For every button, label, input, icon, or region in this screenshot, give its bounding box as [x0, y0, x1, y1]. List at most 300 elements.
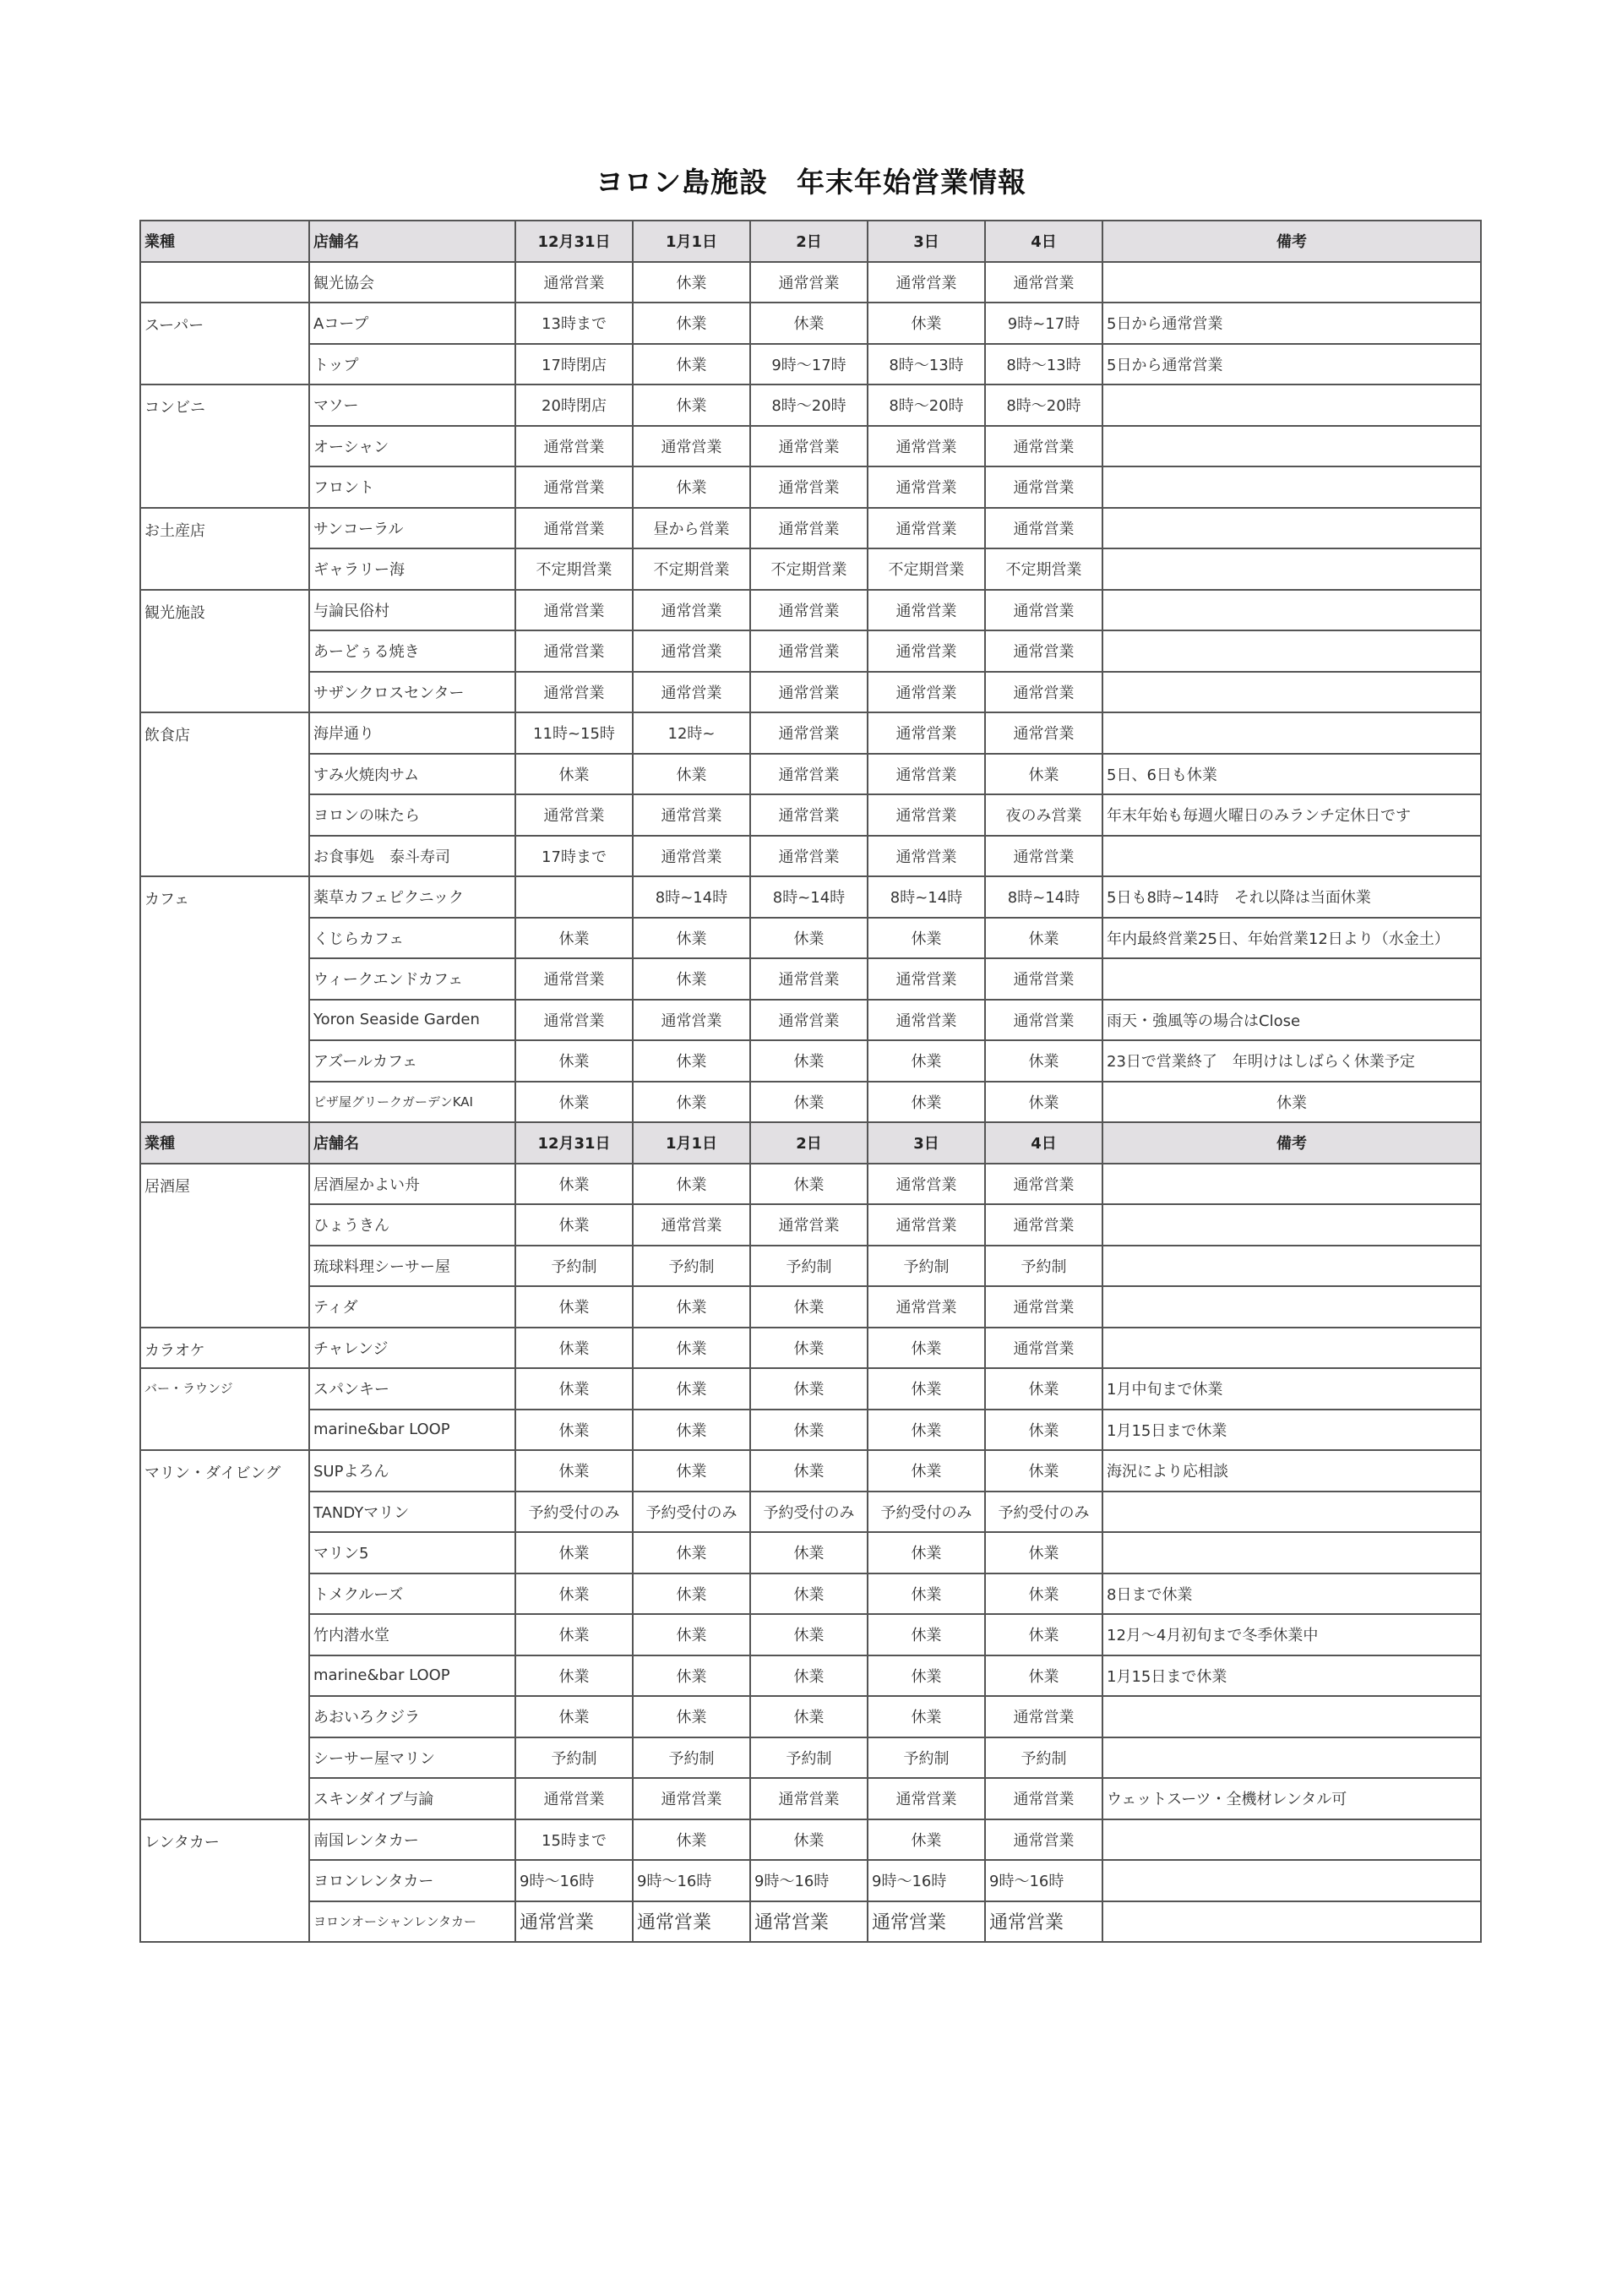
table-row: [140, 1901, 1481, 1943]
table-row: [140, 1696, 1481, 1737]
store-name: ヨロンレンタカー: [309, 1860, 515, 1901]
day-status: 予約受付のみ: [985, 1492, 1102, 1533]
day-status: 9時～16時: [750, 1860, 868, 1901]
note-cell: [1102, 466, 1481, 508]
day-status: 予約制: [633, 1737, 750, 1779]
table-row: [140, 918, 1481, 959]
day-status: 休業: [633, 918, 750, 959]
day-status: 休業: [633, 384, 750, 426]
table-row: [140, 1492, 1481, 1533]
day-status: 休業: [985, 1655, 1102, 1697]
note-cell: [1102, 712, 1481, 754]
store-name: フロント: [309, 466, 515, 508]
day-status: 15時まで: [515, 1819, 633, 1861]
table-row: [140, 958, 1481, 1000]
day-status: 通常営業: [985, 1696, 1102, 1737]
day-status: 休業: [750, 1819, 868, 1861]
store-name: チャレンジ: [309, 1328, 515, 1369]
store-name: 海岸通り: [309, 712, 515, 754]
note-cell: 5日も8時~14時 それ以降は当面休業: [1102, 876, 1481, 918]
store-name: ヨロンの味たら: [309, 794, 515, 836]
store-name: ピザ屋グリークガーデンKAI: [309, 1082, 515, 1123]
store-name: お食事処 泰斗寿司: [309, 836, 515, 877]
category-cell: カフェ: [140, 876, 309, 1122]
day-status: 通常営業: [515, 958, 633, 1000]
note-cell: [1102, 1328, 1481, 1369]
table-row: [140, 876, 1481, 918]
day-status: 休業: [868, 1040, 985, 1082]
store-name: ウィークエンドカフェ: [309, 958, 515, 1000]
table-row: [140, 1410, 1481, 1451]
day-status: 休業: [515, 1204, 633, 1246]
store-name: ティダ: [309, 1286, 515, 1328]
header-jan3: 3日: [868, 221, 985, 262]
day-status: 通常営業: [985, 1204, 1102, 1246]
day-status: 休業: [868, 1082, 985, 1123]
header-jan3: 3日: [868, 1122, 985, 1164]
note-cell: 1月中旬まで休業: [1102, 1368, 1481, 1410]
day-status: 休業: [750, 1040, 868, 1082]
day-status: 休業: [750, 1164, 868, 1205]
day-status: 休業: [515, 1328, 633, 1369]
header-jan4: 4日: [985, 221, 1102, 262]
day-status: 休業: [515, 1450, 633, 1492]
note-cell: 海況により応相談: [1102, 1450, 1481, 1492]
store-name: マリン5: [309, 1532, 515, 1573]
day-status: 休業: [868, 1368, 985, 1410]
day-status: 通常営業: [750, 590, 868, 631]
day-status: 予約制: [515, 1737, 633, 1779]
day-status: 通常営業: [868, 590, 985, 631]
day-status: 休業: [633, 1082, 750, 1123]
note-cell: [1102, 508, 1481, 549]
day-status: 8時～20時: [868, 384, 985, 426]
day-status: 予約制: [868, 1737, 985, 1779]
category-cell: スーパー: [140, 303, 309, 384]
day-status: 休業: [985, 754, 1102, 795]
day-status: 通常営業: [750, 262, 868, 303]
day-status: 通常営業: [515, 466, 633, 508]
day-status: 通常営業: [985, 590, 1102, 631]
day-status: 休業: [633, 1164, 750, 1205]
store-name: 観光協会: [309, 262, 515, 303]
table-row: [140, 1164, 1481, 1205]
table-row: [140, 1246, 1481, 1287]
day-status: 通常営業: [633, 1204, 750, 1246]
day-status: 不定期営業: [985, 548, 1102, 590]
day-status: 通常営業: [515, 262, 633, 303]
day-status: 通常営業: [985, 1286, 1102, 1328]
day-status: 通常営業: [985, 958, 1102, 1000]
note-cell: [1102, 1819, 1481, 1861]
table-row: [140, 1204, 1481, 1246]
store-name: スキンダイブ与論: [309, 1778, 515, 1819]
day-status: 通常営業: [633, 1778, 750, 1819]
day-status: 通常営業: [633, 836, 750, 877]
header-jan2: 2日: [750, 1122, 868, 1164]
day-status: 通常営業: [985, 836, 1102, 877]
store-name: Yoron Seaside Garden: [309, 1000, 515, 1041]
note-cell: [1102, 1204, 1481, 1246]
header-jan1: 1月1日: [633, 1122, 750, 1164]
category-cell: [140, 262, 309, 303]
note-cell: [1102, 426, 1481, 467]
day-status: 通常営業: [750, 1204, 868, 1246]
day-status: 通常営業: [515, 508, 633, 549]
category-cell: 飲食店: [140, 712, 309, 876]
day-status: 通常営業: [868, 466, 985, 508]
day-status: 休業: [750, 1082, 868, 1123]
day-status: 通常営業: [750, 1901, 868, 1943]
day-status: 休業: [868, 918, 985, 959]
header-jan1: 1月1日: [633, 221, 750, 262]
day-status: 休業: [633, 303, 750, 344]
note-cell: [1102, 1286, 1481, 1328]
day-status: 予約制: [985, 1246, 1102, 1287]
header-store: 店舗名: [309, 221, 515, 262]
day-status: 休業: [633, 1819, 750, 1861]
day-status: 休業: [868, 1532, 985, 1573]
store-name: 与論民俗村: [309, 590, 515, 631]
store-name: ヨロンオーシャンレンタカー: [309, 1901, 515, 1943]
table-row: [140, 1368, 1481, 1410]
category-cell: お土産店: [140, 508, 309, 590]
store-name: TANDYマリン: [309, 1492, 515, 1533]
day-status: 不定期営業: [868, 548, 985, 590]
day-status: 休業: [868, 1819, 985, 1861]
day-status: 休業: [633, 1410, 750, 1451]
schedule-body: [140, 221, 1481, 1942]
category-cell: レンタカー: [140, 1819, 309, 1943]
table-row: [140, 1819, 1481, 1861]
day-status: 休業: [985, 1532, 1102, 1573]
category-cell: コンビニ: [140, 384, 309, 508]
day-status: 9時～16時: [515, 1860, 633, 1901]
store-name: 竹内潜水堂: [309, 1614, 515, 1655]
day-status: 17時まで: [515, 836, 633, 877]
day-status: 通常営業: [868, 958, 985, 1000]
day-status: 通常営業: [633, 672, 750, 713]
day-status: 12時~: [633, 712, 750, 754]
day-status: 予約制: [750, 1737, 868, 1779]
day-status: 8時～13時: [868, 344, 985, 385]
day-status: 通常営業: [750, 508, 868, 549]
day-status: 通常営業: [633, 1901, 750, 1943]
note-cell: [1102, 262, 1481, 303]
day-status: 夜のみ営業: [985, 794, 1102, 836]
note-cell: [1102, 1532, 1481, 1573]
table-row: [140, 836, 1481, 877]
day-status: 通常営業: [868, 794, 985, 836]
day-status: 休業: [985, 1082, 1102, 1123]
day-status: 休業: [633, 1328, 750, 1369]
table-row: [140, 508, 1481, 549]
day-status: 休業: [750, 1328, 868, 1369]
note-cell: [1102, 590, 1481, 631]
day-status: 通常営業: [985, 1901, 1102, 1943]
day-status: 通常営業: [750, 1778, 868, 1819]
header-jan2: 2日: [750, 221, 868, 262]
day-status: 予約制: [985, 1737, 1102, 1779]
day-status: 通常営業: [868, 754, 985, 795]
store-name: あおいろクジラ: [309, 1696, 515, 1737]
table-row: [140, 1737, 1481, 1779]
day-status: 通常営業: [750, 466, 868, 508]
day-status: 休業: [750, 1696, 868, 1737]
day-status: 休業: [750, 1368, 868, 1410]
note-cell: 年末年始も毎週火曜日のみランチ定休日です: [1102, 794, 1481, 836]
table-row: [140, 1450, 1481, 1492]
day-status: 8時~14時: [633, 876, 750, 918]
day-status: 通常営業: [633, 426, 750, 467]
day-status: 休業: [985, 1368, 1102, 1410]
day-status: 通常営業: [868, 1778, 985, 1819]
day-status: 休業: [750, 918, 868, 959]
note-cell: [1102, 1901, 1481, 1943]
day-status: 休業: [515, 754, 633, 795]
day-status: 不定期営業: [633, 548, 750, 590]
day-status: 13時まで: [515, 303, 633, 344]
table-row: [140, 384, 1481, 426]
day-status: 9時~17時: [985, 303, 1102, 344]
header-jan4: 4日: [985, 1122, 1102, 1164]
day-status: 休業: [515, 1368, 633, 1410]
table-row: [140, 426, 1481, 467]
day-status: 休業: [515, 1532, 633, 1573]
day-status: 休業: [633, 1040, 750, 1082]
day-status: 通常営業: [985, 466, 1102, 508]
header-store: 店舗名: [309, 1122, 515, 1164]
day-status: 8時~14時: [985, 876, 1102, 918]
day-status: 8時～20時: [750, 384, 868, 426]
day-status: 休業: [633, 754, 750, 795]
day-status: 9時～17時: [750, 344, 868, 385]
note-cell: 1月15日まで休業: [1102, 1410, 1481, 1451]
table-row: [140, 1082, 1481, 1123]
header-dec31: 12月31日: [515, 221, 633, 262]
day-status: 休業: [985, 1614, 1102, 1655]
table-row: [140, 1614, 1481, 1655]
store-name: くじらカフェ: [309, 918, 515, 959]
day-status: 通常営業: [868, 1286, 985, 1328]
day-status: 予約受付のみ: [633, 1492, 750, 1533]
day-status: 休業: [750, 1410, 868, 1451]
table-row: [140, 1573, 1481, 1615]
note-cell: [1102, 1164, 1481, 1205]
day-status: 通常営業: [985, 1819, 1102, 1861]
table-row: [140, 1655, 1481, 1697]
day-status: 休業: [868, 1614, 985, 1655]
day-status: 通常営業: [868, 1000, 985, 1041]
note-cell: 5日から通常営業: [1102, 303, 1481, 344]
header-dec31: 12月31日: [515, 1122, 633, 1164]
day-status: 休業: [515, 918, 633, 959]
day-status: 通常営業: [985, 1000, 1102, 1041]
day-status: 休業: [633, 958, 750, 1000]
day-status: 通常営業: [985, 1778, 1102, 1819]
day-status: 通常営業: [985, 672, 1102, 713]
day-status: 予約制: [750, 1246, 868, 1287]
day-status: 不定期営業: [750, 548, 868, 590]
day-status: 通常営業: [750, 630, 868, 672]
day-status: 予約受付のみ: [868, 1492, 985, 1533]
header-notes: 備考: [1102, 221, 1481, 262]
day-status: 通常営業: [868, 1164, 985, 1205]
day-status: 通常営業: [750, 672, 868, 713]
day-status: 休業: [750, 1532, 868, 1573]
day-status: 8時～20時: [985, 384, 1102, 426]
note-cell: 8日まで休業: [1102, 1573, 1481, 1615]
day-status: 通常営業: [515, 1901, 633, 1943]
store-name: シーサー屋マリン: [309, 1737, 515, 1779]
store-name: marine&bar LOOP: [309, 1655, 515, 1697]
note-cell: [1102, 672, 1481, 713]
day-status: 休業: [868, 1450, 985, 1492]
day-status: 休業: [750, 1655, 868, 1697]
day-status: 休業: [985, 1573, 1102, 1615]
table-row: [140, 344, 1481, 385]
note-cell: [1102, 630, 1481, 672]
day-status: 休業: [750, 1573, 868, 1615]
day-status: 不定期営業: [515, 548, 633, 590]
day-status: 通常営業: [985, 1164, 1102, 1205]
day-status: 通常営業: [515, 1778, 633, 1819]
day-status: 休業: [633, 344, 750, 385]
note-cell: 休業: [1102, 1082, 1481, 1123]
day-status: 休業: [985, 1040, 1102, 1082]
day-status: 休業: [633, 1696, 750, 1737]
day-status: 通常営業: [985, 426, 1102, 467]
table-row: [140, 712, 1481, 754]
day-status: 通常営業: [750, 794, 868, 836]
table-row: [140, 262, 1481, 303]
day-status: 通常営業: [633, 1000, 750, 1041]
note-cell: 年内最終営業25日、年始営業12日より（水金土）: [1102, 918, 1481, 959]
day-status: 通常営業: [633, 590, 750, 631]
day-status: 通常営業: [868, 262, 985, 303]
day-status: 通常営業: [515, 630, 633, 672]
note-cell: 5日から通常営業: [1102, 344, 1481, 385]
day-status: 休業: [985, 1450, 1102, 1492]
day-status: 通常営業: [750, 712, 868, 754]
day-status: 休業: [515, 1655, 633, 1697]
store-name: アズールカフェ: [309, 1040, 515, 1082]
day-status: 通常営業: [985, 508, 1102, 549]
store-name: 居酒屋かよい舟: [309, 1164, 515, 1205]
day-status: [515, 876, 633, 918]
day-status: 休業: [985, 918, 1102, 959]
day-status: 通常営業: [633, 794, 750, 836]
day-status: 休業: [515, 1410, 633, 1451]
day-status: 9時～16時: [868, 1860, 985, 1901]
table-row: [140, 1328, 1481, 1369]
table-row: [140, 1040, 1481, 1082]
day-status: 休業: [750, 1614, 868, 1655]
day-status: 通常営業: [868, 672, 985, 713]
table-row: [140, 303, 1481, 344]
store-name: サザンクロスセンター: [309, 672, 515, 713]
day-status: 通常営業: [750, 426, 868, 467]
day-status: 休業: [750, 1286, 868, 1328]
note-cell: [1102, 958, 1481, 1000]
note-cell: [1102, 548, 1481, 590]
day-status: 通常営業: [750, 958, 868, 1000]
day-status: 休業: [868, 1328, 985, 1369]
store-name: あーどぅる焼き: [309, 630, 515, 672]
day-status: 休業: [985, 1410, 1102, 1451]
note-cell: 5日、6日も休業: [1102, 754, 1481, 795]
day-status: 11時~15時: [515, 712, 633, 754]
category-cell: 観光施設: [140, 590, 309, 713]
day-status: 通常営業: [985, 712, 1102, 754]
table-row: [140, 466, 1481, 508]
day-status: 休業: [868, 1573, 985, 1615]
day-status: 休業: [750, 1450, 868, 1492]
store-name: marine&bar LOOP: [309, 1410, 515, 1451]
table-row: [140, 672, 1481, 713]
table-row: [140, 590, 1481, 631]
day-status: 休業: [868, 1696, 985, 1737]
note-cell: 1月15日まで休業: [1102, 1655, 1481, 1697]
day-status: 8時～13時: [985, 344, 1102, 385]
day-status: 9時～16時: [633, 1860, 750, 1901]
day-status: 通常営業: [985, 262, 1102, 303]
store-name: トメクルーズ: [309, 1573, 515, 1615]
store-name: 南国レンタカー: [309, 1819, 515, 1861]
day-status: 休業: [515, 1040, 633, 1082]
note-cell: [1102, 1737, 1481, 1779]
page-title: ヨロン島施設 年末年始営業情報: [596, 166, 1026, 199]
day-status: 予約制: [868, 1246, 985, 1287]
header-category: 業種: [140, 1122, 309, 1164]
header-notes: 備考: [1102, 1122, 1481, 1164]
day-status: 通常営業: [868, 1901, 985, 1943]
note-cell: [1102, 836, 1481, 877]
note-cell: 23日で営業終了 年明けはしばらく休業予定: [1102, 1040, 1481, 1082]
day-status: 休業: [515, 1164, 633, 1205]
day-status: 通常営業: [985, 630, 1102, 672]
day-status: 通常営業: [985, 1328, 1102, 1369]
day-status: 休業: [633, 262, 750, 303]
day-status: 予約制: [515, 1246, 633, 1287]
table-row: [140, 1000, 1481, 1041]
store-name: サンコーラル: [309, 508, 515, 549]
header-category: 業種: [140, 221, 309, 262]
day-status: 20時閉店: [515, 384, 633, 426]
table-row: [140, 1286, 1481, 1328]
day-status: 休業: [515, 1696, 633, 1737]
note-cell: [1102, 1860, 1481, 1901]
table-row: [140, 1860, 1481, 1901]
day-status: 通常営業: [868, 1204, 985, 1246]
table-row: [140, 1778, 1481, 1819]
day-status: 休業: [515, 1614, 633, 1655]
day-status: 休業: [633, 1573, 750, 1615]
day-status: 通常営業: [750, 1000, 868, 1041]
category-cell: 居酒屋: [140, 1164, 309, 1328]
category-cell: バー・ラウンジ: [140, 1368, 309, 1450]
day-status: 休業: [868, 1410, 985, 1451]
day-status: 昼から営業: [633, 508, 750, 549]
day-status: 通常営業: [750, 836, 868, 877]
day-status: 予約制: [633, 1246, 750, 1287]
day-status: 通常営業: [868, 508, 985, 549]
day-status: 通常営業: [750, 754, 868, 795]
day-status: 休業: [750, 303, 868, 344]
day-status: 通常営業: [515, 426, 633, 467]
store-name: ひょうきん: [309, 1204, 515, 1246]
category-cell: マリン・ダイビング: [140, 1450, 309, 1819]
